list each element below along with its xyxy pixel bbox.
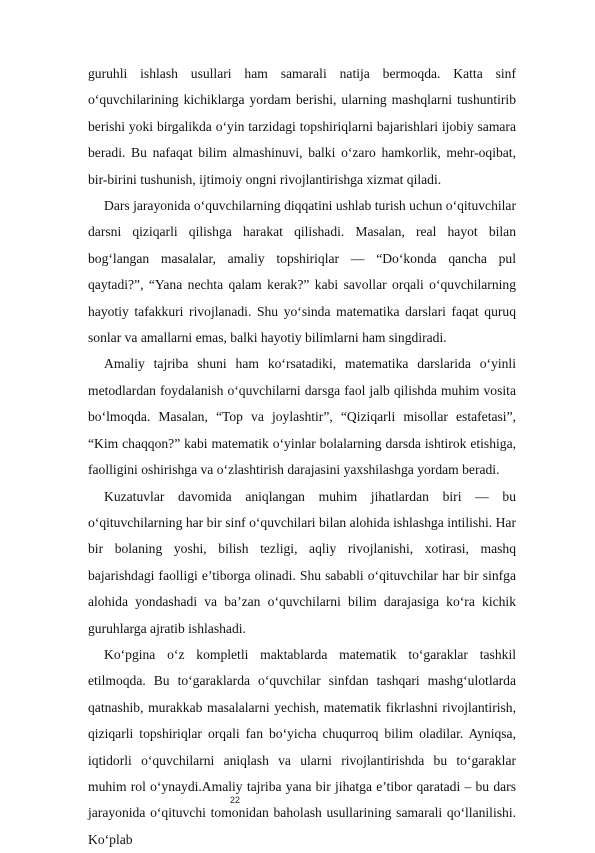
- page-number: 22: [230, 795, 241, 805]
- paragraph-attention: Dars jarayonida o‘quvchilarning diqqatini ushlab turish uchun o‘qituvchilar darsni qiziqarli qilishga harakat qilishadi. Masalan, real hayot bilan bog‘langan masalalar, amaliy topshiriqlar — “Do‘konda qancha pul qaytadi?”, “Yana nechta qalam kerak?” kabi savollar orqali o‘quvchilarning hayotiy tafakkuri rivojlanadi. Shu yo‘sinda matematika darslari faqat quruq sonlar va amallarni emas, balki hayotiy bilimlarni ham singdiradi.: [88, 198, 516, 346]
- paragraph-math-clubs: Ko‘pgina o‘z kompletli maktablarda matematik to‘garaklar tashkil etilmoqda. Bu to‘garaklarda o‘quvchilar sinfdan tashqari mashg‘ulotlarda qatnashib, murakkab masalalarni yechish, matematik fikrlashni rivojlantirish, qiziqarli topshiriqlar orqali fan bo‘yicha chuqurroq bilim oladilar. Ayniqsa, iqtidorli o‘quvchilarni aniqlash va ularni rivojlantirishda bu to‘garaklar muhim rol o‘ynaydi.Amaliy tajriba yana bir jihatga e’tibor qaratadi – bu dars jarayonida o‘qituvchi tomonidan baholash usullarining samarali qo‘llanilishi. Ko‘plab: [88, 646, 516, 847]
- paragraph-observations: Kuzatuvlar davomida aniqlangan muhim jihatlardan biri — bu o‘qituvchilarning har bir sinf o‘quvchilari bilan alohida ishlashga intilishi. Har bir bolaning yoshi, bilish tezligi, aqliy rivojlanishi, xotirasi, mashq bajarishdagi faolligi e’tiborga olinadi. Shu sababli o‘qituvchilar har bir sinfga alohida yondashadi va ba’zan o‘quvchilarni bilim darajasiga ko‘ra kichik guruhlarga ajratib ishlashadi.: [88, 488, 516, 636]
- paragraph-group-work: guruhli ishlash usullari ham samarali natija bermoqda. Katta sinf o‘quvchilarining kichiklarga yordam berishi, ularning mashqlarni tushuntirib berishi yoki birgalikda o‘yin tarzidagi topshiriqlarni bajarishlari ijobiy samara beradi. Bu nafaqat bilim almashinuvi, balki o‘zaro hamkorlik, mehr-oqibat, bir-birini tushunish, ijtimoiy ongni rivojlantirishga xizmat qiladi.: [88, 66, 516, 187]
- paragraph-game-methods: Amaliy tajriba shuni ham ko‘rsatadiki, matematika darslarida o‘yinli metodlardan foydalanish o‘quvchilarni darsga faol jalb qilishda muhim vosita bo‘lmoqda. Masalan, “Top va joylashtir”, “Qiziqarli misollar estafetasi”, “Kim chaqqon?” kabi matematik o‘yinlar bolalarning darsda ishtirok etishiga, faolligini oshirishga va o‘zlashtirish darajasini yaxshilashga yordam beradi.: [88, 356, 516, 478]
- document-body: [88, 61, 516, 853]
